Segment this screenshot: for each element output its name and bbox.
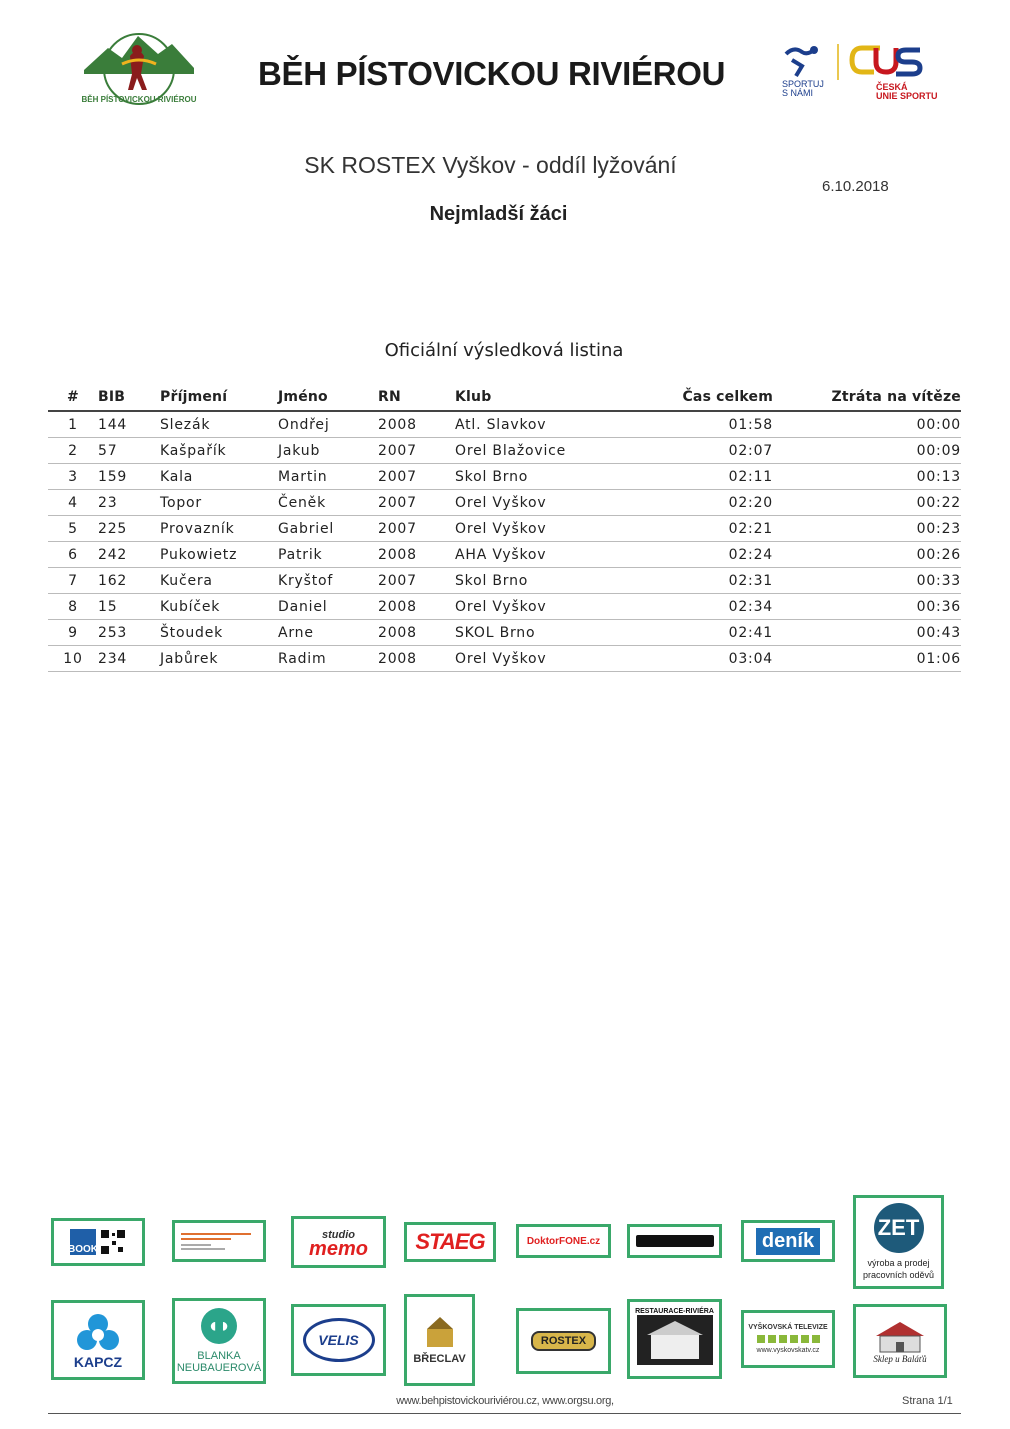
event-title: BĚH PÍSTOVICKOU RIVIÉROU — [258, 55, 726, 92]
cell-surname: Štoudek — [160, 620, 278, 646]
sportuj-runner-icon — [786, 46, 818, 76]
cell-bib: 15 — [98, 594, 160, 620]
table-header-row — [48, 384, 961, 411]
cell-time: 02:11 — [645, 464, 773, 490]
cell-rank: 10 — [48, 646, 98, 672]
cell-club: Orel Blažovice — [455, 438, 645, 464]
sponsor-velis[interactable]: VELIS — [291, 1304, 386, 1376]
sponsor-breclav[interactable]: BŘECLAV — [404, 1294, 475, 1386]
hbook-logo: BOOK — [70, 1229, 96, 1255]
cell-club: Skol Brno — [455, 464, 645, 490]
cell-rank: 6 — [48, 542, 98, 568]
cell-bib: 57 — [98, 438, 160, 464]
sponsor-doktorfone[interactable]: DoktorFONE.cz — [516, 1224, 611, 1258]
cell-bib: 162 — [98, 568, 160, 594]
col-year: RN — [378, 384, 455, 411]
cell-club: Orel Vyškov — [455, 646, 645, 672]
cell-bib: 242 — [98, 542, 160, 568]
cell-bib: 234 — [98, 646, 160, 672]
cell-club: Orel Vyškov — [455, 516, 645, 542]
sponsor-blanka[interactable]: ◖◗ BLANKA NEUBAUEROVÁ — [172, 1298, 266, 1384]
cell-time: 02:41 — [645, 620, 773, 646]
table-row — [48, 542, 961, 568]
cell-gap: 00:43 — [773, 620, 961, 646]
cell-club: Orel Vyškov — [455, 490, 645, 516]
cell-rank: 7 — [48, 568, 98, 594]
cell-club: SKOL Brno — [455, 620, 645, 646]
cell-firstname: Daniel — [278, 594, 378, 620]
footer-urls: www.behpistovickouriviérou.cz, www.orgsu.org, — [396, 1395, 614, 1407]
cell-year: 2007 — [378, 490, 455, 516]
cell-surname: Kučera — [160, 568, 278, 594]
cell-year: 2007 — [378, 516, 455, 542]
cell-rank: 3 — [48, 464, 98, 490]
cellar-house-icon — [870, 1318, 930, 1354]
restaurant-building-icon — [637, 1315, 713, 1365]
cell-time: 02:34 — [645, 594, 773, 620]
cell-club: Atl. Slavkov — [455, 411, 645, 438]
cell-year: 2008 — [378, 594, 455, 620]
cus-text: ČESKÁ UNIE SPORTU — [876, 82, 938, 101]
cell-year: 2008 — [378, 646, 455, 672]
sponsor-restaurace[interactable]: RESTAURACE-RIVIÉRA — [627, 1299, 722, 1379]
cell-gap: 00:13 — [773, 464, 961, 490]
tooth-icon: ◖◗ — [201, 1308, 237, 1344]
cell-surname: Kala — [160, 464, 278, 490]
cell-time: 02:31 — [645, 568, 773, 594]
footer-divider — [48, 1413, 961, 1414]
cell-time: 02:21 — [645, 516, 773, 542]
event-logo-text: BĚH PÍSTOVICKOU RIVIÉROU — [81, 95, 197, 104]
cell-gap: 00:00 — [773, 411, 961, 438]
cell-firstname: Kryštof — [278, 568, 378, 594]
cell-firstname: Patrik — [278, 542, 378, 568]
col-rank: # — [48, 384, 98, 411]
cell-year: 2008 — [378, 411, 455, 438]
sponsor-hbook[interactable] — [51, 1218, 145, 1266]
col-club: Klub — [455, 384, 645, 411]
sportuj-text: SPORTUJ S NÁMI — [782, 79, 824, 98]
cell-time: 03:04 — [645, 646, 773, 672]
cell-rank: 5 — [48, 516, 98, 542]
cell-year: 2007 — [378, 464, 455, 490]
cell-rank: 2 — [48, 438, 98, 464]
table-row — [48, 594, 961, 620]
cell-time: 02:24 — [645, 542, 773, 568]
zet-logo: ZET — [874, 1203, 924, 1253]
table-row — [48, 620, 961, 646]
sponsor-vyskovska-tv[interactable]: VYŠKOVSKÁ TELEVIZE www.vyskovskatv.cz — [741, 1310, 835, 1368]
cell-rank: 8 — [48, 594, 98, 620]
sponsor-pharmacy[interactable] — [172, 1220, 266, 1262]
cell-time: 02:07 — [645, 438, 773, 464]
table-row — [48, 646, 961, 672]
cell-gap: 00:26 — [773, 542, 961, 568]
cell-surname: Slezák — [160, 411, 278, 438]
col-firstname: Jméno — [278, 384, 378, 411]
cell-gap: 00:33 — [773, 568, 961, 594]
cell-club: Skol Brno — [455, 568, 645, 594]
cell-firstname: Gabriel — [278, 516, 378, 542]
cell-surname: Jabůrek — [160, 646, 278, 672]
cell-time: 02:20 — [645, 490, 773, 516]
cell-rank: 9 — [48, 620, 98, 646]
table-row — [48, 411, 961, 438]
cell-bib: 225 — [98, 516, 160, 542]
sponsor-studio-memo[interactable]: studio memo — [291, 1216, 386, 1268]
cell-gap: 00:22 — [773, 490, 961, 516]
cell-gap: 00:09 — [773, 438, 961, 464]
cell-gap: 00:36 — [773, 594, 961, 620]
cell-bib: 23 — [98, 490, 160, 516]
cell-firstname: Ondřej — [278, 411, 378, 438]
list-title: Oficiální výsledková listina — [384, 340, 624, 361]
cell-club: Orel Vyškov — [455, 594, 645, 620]
brewery-icon — [423, 1315, 457, 1349]
category-title: Nejmladší žáci — [429, 203, 568, 225]
results-body — [48, 411, 961, 672]
cell-surname: Provazník — [160, 516, 278, 542]
table-row — [48, 438, 961, 464]
pharmacy-text-icon — [179, 1229, 259, 1253]
sponsor-prosports[interactable] — [627, 1224, 722, 1258]
table-row — [48, 568, 961, 594]
cell-bib: 253 — [98, 620, 160, 646]
cell-gap: 00:23 — [773, 516, 961, 542]
cell-gap: 01:06 — [773, 646, 961, 672]
cell-surname: Pukowietz — [160, 542, 278, 568]
cell-bib: 159 — [98, 464, 160, 490]
sponsor-staeg[interactable]: STAEG — [404, 1222, 496, 1262]
cell-year: 2007 — [378, 568, 455, 594]
cell-year: 2007 — [378, 438, 455, 464]
cus-logo-icon — [852, 48, 920, 74]
cell-surname: Kašpařík — [160, 438, 278, 464]
table-row — [48, 490, 961, 516]
sponsor-sklep[interactable]: Sklep u Baláťů — [853, 1304, 947, 1378]
cell-rank: 4 — [48, 490, 98, 516]
cell-surname: Topor — [160, 490, 278, 516]
cell-bib: 144 — [98, 411, 160, 438]
col-gap: Ztráta na vítěze — [773, 384, 961, 411]
qr-code-icon — [100, 1229, 126, 1255]
cell-year: 2008 — [378, 620, 455, 646]
event-logo — [78, 28, 200, 110]
cell-time: 01:58 — [645, 411, 773, 438]
sponsor-rostex[interactable]: ROSTEX — [516, 1308, 611, 1374]
cell-surname: Kubíček — [160, 594, 278, 620]
table-row — [48, 464, 961, 490]
page-number: Strana 1/1 — [902, 1395, 953, 1407]
kapcz-logo-icon — [73, 1310, 123, 1354]
race-date: 6.10.2018 — [822, 178, 889, 195]
sponsor-denik[interactable]: deník — [741, 1220, 835, 1262]
table-row — [48, 516, 961, 542]
cell-firstname: Martin — [278, 464, 378, 490]
sponsor-kapcz[interactable]: KAPCZ — [51, 1300, 145, 1380]
cell-club: AHA Vyškov — [455, 542, 645, 568]
cell-firstname: Arne — [278, 620, 378, 646]
col-time: Čas celkem — [645, 384, 773, 411]
sponsor-zet[interactable]: ZET výroba a prodej pracovních oděvů — [853, 1195, 944, 1289]
cell-firstname: Jakub — [278, 438, 378, 464]
col-bib: BIB — [98, 384, 160, 411]
cell-firstname: Radim — [278, 646, 378, 672]
cell-rank: 1 — [48, 411, 98, 438]
cell-firstname: Čeněk — [278, 490, 378, 516]
results-table — [48, 384, 961, 672]
organizer-title: SK ROSTEX Vyškov - oddíl lyžování — [304, 152, 677, 178]
col-surname: Příjmení — [160, 384, 278, 411]
cell-year: 2008 — [378, 542, 455, 568]
